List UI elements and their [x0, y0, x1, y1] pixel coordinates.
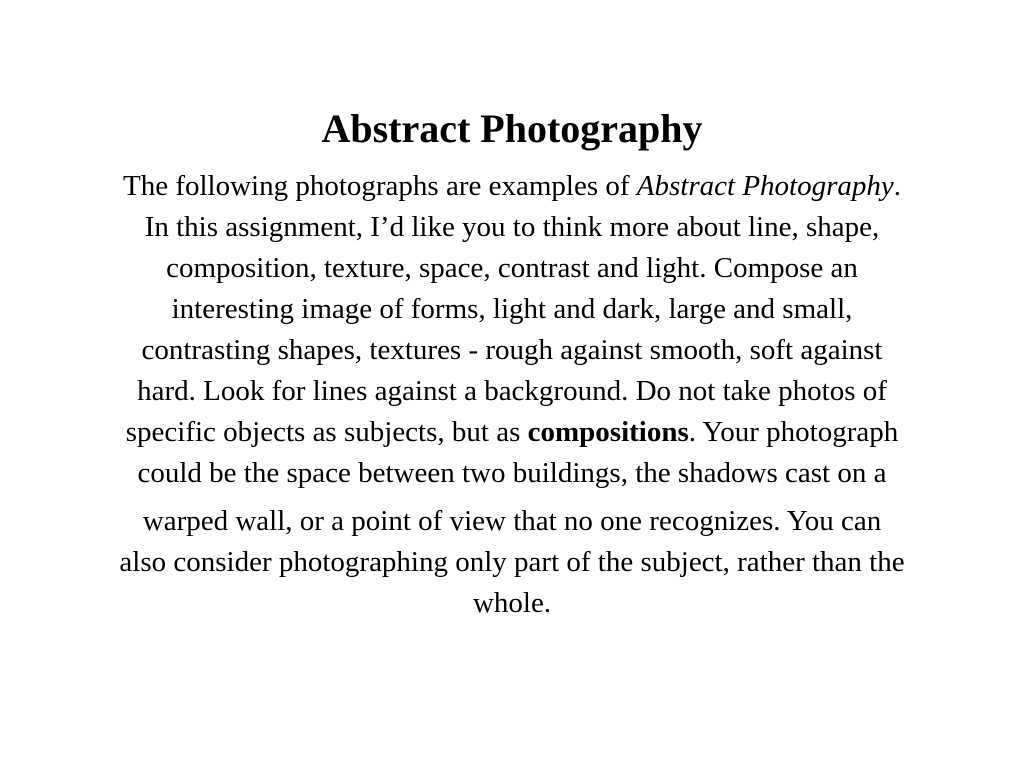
- body-line: hard. Look for lines against a background. Do not take photos of: [137, 375, 887, 407]
- body-line: [32, 412, 992, 453]
- body-text-segment: . Your photograph: [688, 416, 899, 448]
- bold-compositions: compositions: [527, 416, 689, 448]
- body-line: In this assignment, I’d like you to think more about line, shape,: [144, 211, 880, 243]
- body-line: also consider photographing only part of the subject, rather than the: [119, 546, 905, 578]
- body-line: could be the space between two buildings, the shadows cast on a: [137, 457, 887, 489]
- body-text-segment: .: [893, 170, 901, 202]
- slide-title: Abstract Photography: [321, 106, 703, 151]
- body-line: whole.: [472, 587, 552, 619]
- body-line: warped wall, or a point of view that no one recognizes. You can: [142, 505, 882, 537]
- body-text-segment: specific objects as subjects, but as: [125, 416, 528, 448]
- body-text-segment: The following photographs are examples of: [122, 170, 637, 202]
- body-line: contrasting shapes, textures - rough against smooth, soft against: [141, 334, 883, 366]
- body-line: interesting image of forms, light and dark, large and small,: [171, 293, 853, 325]
- slide-body: [32, 166, 992, 624]
- body-line: [32, 166, 992, 207]
- body-line: composition, texture, space, contrast and light. Compose an: [166, 252, 858, 284]
- emphasis-abstract-photography: Abstract Photography: [636, 170, 894, 202]
